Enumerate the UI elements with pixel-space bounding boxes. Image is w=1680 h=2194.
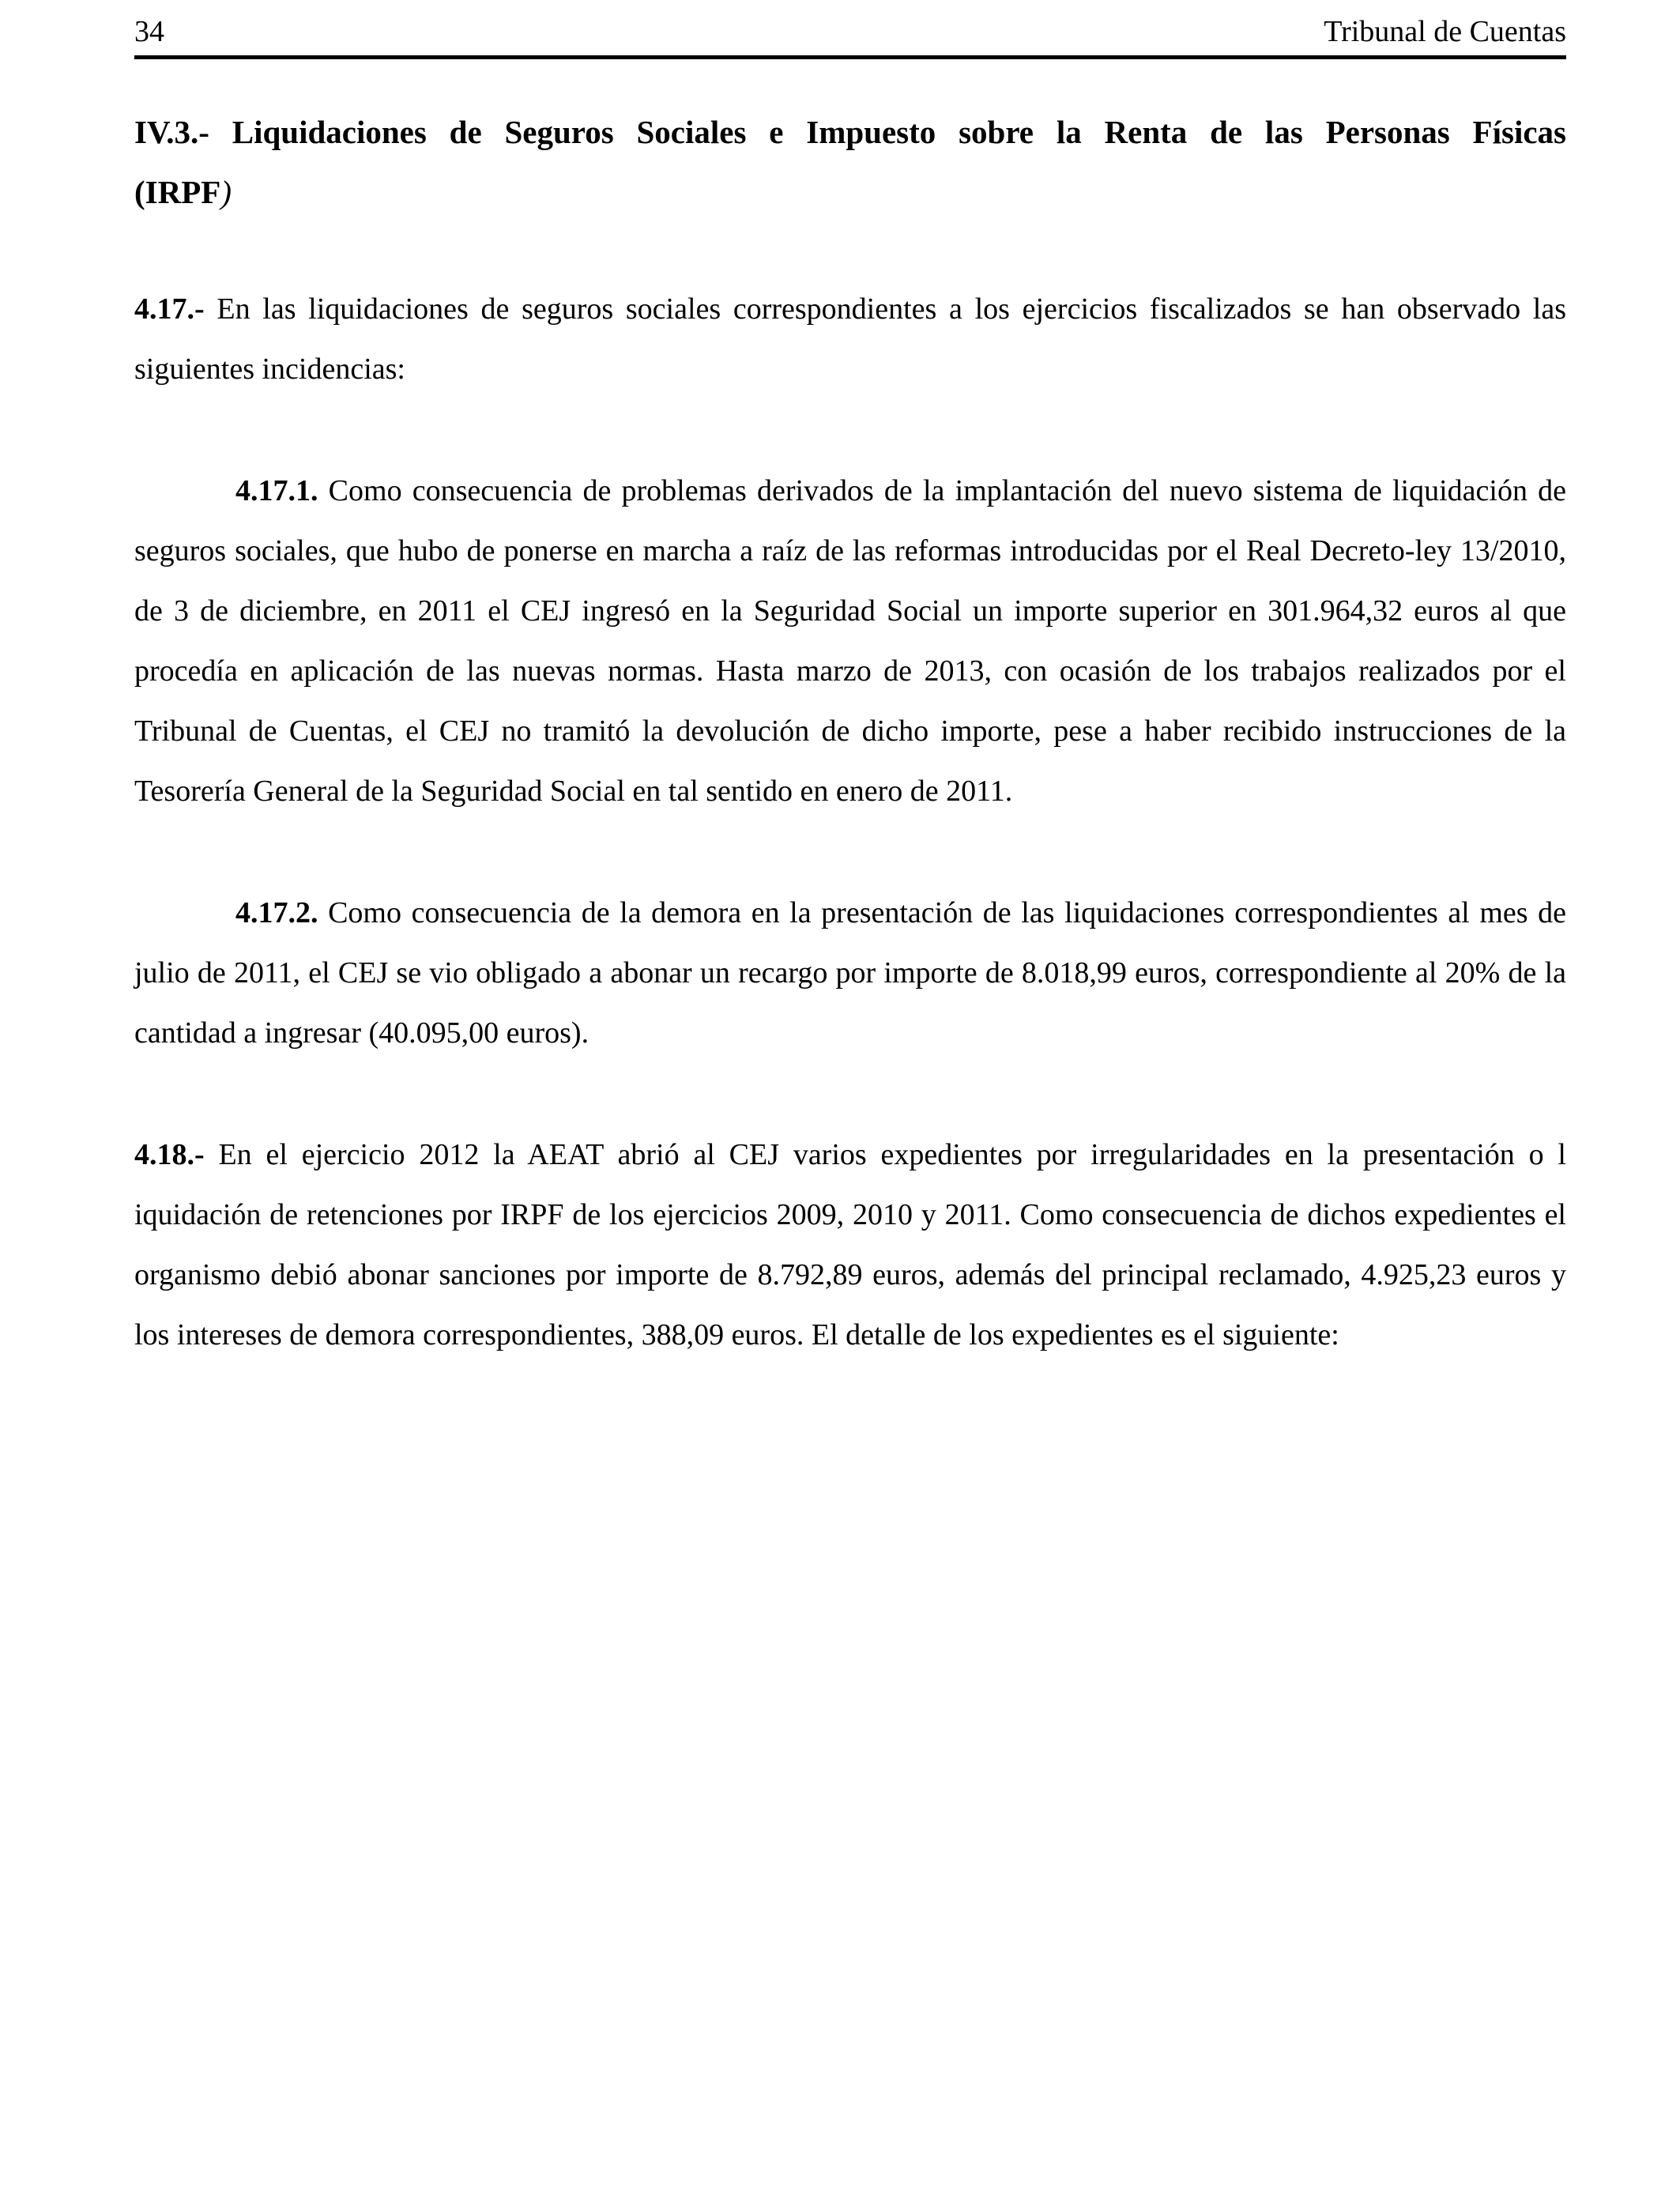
- page-number: 34: [134, 15, 164, 48]
- section-heading-line1: IV.3.- Liquidaciones de Seguros Sociales e Impuesto sobre la Renta de las Personas Físicas: [134, 114, 1566, 150]
- section-heading: [134, 102, 1566, 222]
- paragraph-number: 4.18.-: [134, 1138, 205, 1171]
- paragraph: [134, 461, 1566, 821]
- paragraph-number: 4.17.2.: [235, 896, 318, 929]
- heading-irpf-abbr: (IRPF: [134, 174, 221, 210]
- paragraph: [134, 279, 1566, 399]
- document-body: [134, 279, 1566, 1365]
- paragraph-text: Como consecuencia de problemas derivados de la implantación del nuevo sistema de liquidación de seguros sociales, que hubo de ponerse en marcha a raíz de las reformas introducidas por el Real Decreto-ley 13/2010, de 3 de diciembre, en 2011 el CEJ ingresó en la Seguridad Social un importe superior en 301.964,32 euros al que procedía en aplicación de las nuevas normas. Hasta marzo de 2013, con ocasión de los trabajos realizados por el Tribunal de Cuentas, el CEJ no tramitó la devolución de dicho importe, pese a haber recibido instrucciones de la Tesorería General de la Seguridad Social en tal sentido en enero de 2011.: [134, 474, 1566, 808]
- header-rule: [134, 55, 1566, 59]
- page-header: [134, 13, 1566, 51]
- header-running-title: Tribunal de Cuentas: [1324, 15, 1566, 48]
- paragraph-text: En las liquidaciones de seguros sociales correspondientes a los ejercicios fiscalizados se han observado las siguientes incidencias:: [134, 292, 1566, 386]
- paragraph: [134, 1125, 1566, 1365]
- paragraph-text: En el ejercicio 2012 la AEAT abrió al CEJ varios expedientes por irregularidades en la presentación o l iquidación de retenciones por IRPF de los ejercicios 2009, 2010 y 2011. Como consecuencia de dichos expedientes el organismo debió abonar sanciones por importe de 8.792,89 euros, además del principal reclamado, 4.925,23 euros y los intereses de demora correspondientes, 388,09 euros. El detalle de los expedientes es el siguiente:: [134, 1138, 1566, 1351]
- heading-irpf-close-paren: ): [220, 174, 232, 210]
- paragraph-number: 4.17.1.: [235, 474, 318, 507]
- paragraph-number: 4.17.-: [134, 292, 205, 326]
- paragraph-text: Como consecuencia de la demora en la presentación de las liquidaciones correspondientes al mes de julio de 2011, el CEJ se vio obligado a abonar un recargo por importe de 8.018,99 euros, correspondiente al 20% de la cantidad a ingresar (40.095,00 euros).: [134, 896, 1566, 1050]
- section-heading-line2: [134, 162, 1566, 222]
- paragraph: [134, 883, 1566, 1063]
